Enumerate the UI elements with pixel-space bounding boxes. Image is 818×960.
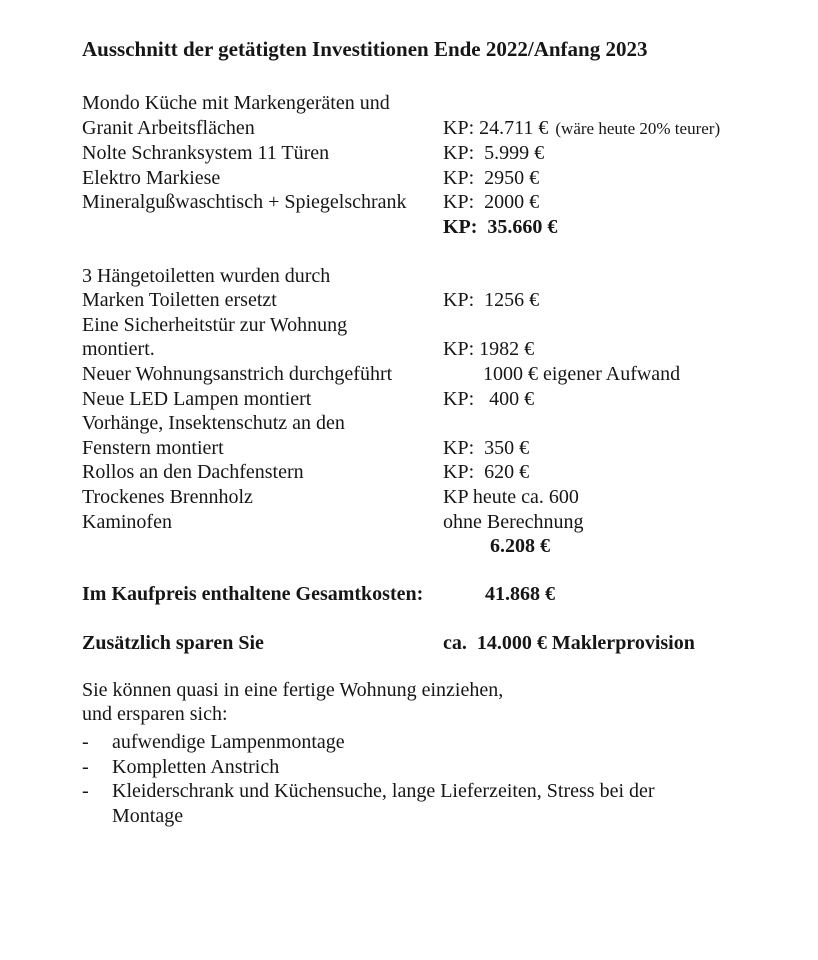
bullet-item <box>82 730 788 755</box>
dash-marker: - <box>82 780 89 803</box>
price-value <box>443 116 720 142</box>
savings-row <box>82 631 788 656</box>
savings-label: Zusätzlich sparen Sie <box>82 632 264 655</box>
dash-marker: - <box>82 755 89 778</box>
price-value: KP heute ca. 600 <box>443 485 579 508</box>
benefits-list <box>82 730 788 828</box>
item-label: Eine Sicherheitstür zur Wohnung <box>82 313 348 336</box>
investment-row <box>82 436 788 461</box>
price-value: KP: 350 € <box>443 436 530 459</box>
item-label <box>82 215 443 240</box>
subtotal-value: 6.208 € <box>490 535 550 558</box>
item-label: Mineralgußwaschtisch + Spiegelschrank <box>82 191 407 214</box>
investment-row <box>82 313 788 338</box>
investment-row <box>82 91 788 116</box>
total-costs-label: Im Kaufpreis enthaltene Gesamtkosten: <box>82 582 424 605</box>
price-value: KP: 400 € <box>443 387 535 410</box>
item-label: montiert. <box>82 338 155 361</box>
item-label: Fenstern montiert <box>82 436 224 459</box>
price-value: KP: 1256 € <box>443 289 540 312</box>
price-value: KP: 2950 € <box>443 166 540 189</box>
subtotal-value: KP: 35.660 € <box>443 215 558 238</box>
investment-row <box>82 264 788 289</box>
item-label: Rollos an den Dachfenstern <box>82 461 304 484</box>
investment-row <box>82 387 788 412</box>
subtotal-row <box>82 215 788 240</box>
price-value: KP: 1982 € <box>443 338 535 361</box>
dash-marker: - <box>82 731 89 754</box>
item-label: Elektro Markiese <box>82 166 221 189</box>
investment-row <box>82 166 788 191</box>
item-label: Mondo Küche mit Markengeräten und <box>82 92 390 114</box>
price-note: (wäre heute 20% teurer) <box>555 118 721 138</box>
item-label: Vorhänge, Insektenschutz an den <box>82 412 345 435</box>
bullet-text: Kompletten Anstrich <box>112 755 280 778</box>
price-amount: KP: 24.711 € <box>443 116 549 139</box>
savings-value: ca. 14.000 € Maklerprovision <box>443 632 695 655</box>
investment-row <box>82 141 788 166</box>
investment-row <box>82 510 788 535</box>
bullet-item <box>82 755 788 780</box>
investment-row <box>82 485 788 510</box>
investment-row <box>82 190 788 215</box>
item-label: Nolte Schranksystem 11 Türen <box>82 142 330 165</box>
closing-paragraph <box>82 678 788 727</box>
subtotal-row <box>82 534 788 559</box>
bullet-item <box>82 779 788 828</box>
investment-block-1 <box>82 91 788 240</box>
bullet-text: aufwendige Lampenmontage <box>112 731 345 754</box>
investment-row <box>82 411 788 436</box>
total-costs-row <box>82 582 788 607</box>
price-value: KP: 2000 € <box>443 191 540 214</box>
total-costs-value: 41.868 € <box>485 582 555 605</box>
investment-row <box>82 288 788 313</box>
price-value: KP: 620 € <box>443 461 530 484</box>
item-label: Trockenes Brennholz <box>82 485 253 508</box>
investment-row <box>82 362 788 387</box>
price-value: 1000 € eigener Aufwand <box>483 362 681 385</box>
closing-line-2: und ersparen sich: <box>82 703 228 726</box>
item-label: Kaminofen <box>82 510 172 533</box>
bullet-text: Kleiderschrank und Küchensuche, lange Lieferzeiten, Stress bei der Montage <box>112 780 655 827</box>
investment-row <box>82 460 788 485</box>
item-label: Neuer Wohnungsanstrich durchgeführt <box>82 362 393 385</box>
investment-block-2 <box>82 264 788 559</box>
item-label <box>82 534 443 559</box>
document-title: Ausschnitt der getätigten Investitionen Ende 2022/Anfang 2023 <box>82 37 648 61</box>
price-value: ohne Berechnung <box>443 510 584 533</box>
investment-row <box>82 337 788 362</box>
closing-line-1: Sie können quasi in eine fertige Wohnung einziehen, <box>82 678 504 701</box>
price-value: KP: 5.999 € <box>443 142 545 165</box>
item-label: Marken Toiletten ersetzt <box>82 289 277 312</box>
investment-row <box>82 116 788 142</box>
item-label: Neue LED Lampen montiert <box>82 387 312 410</box>
item-label: 3 Hängetoiletten wurden durch <box>82 264 331 287</box>
item-label: Granit Arbeitsflächen <box>82 116 255 139</box>
